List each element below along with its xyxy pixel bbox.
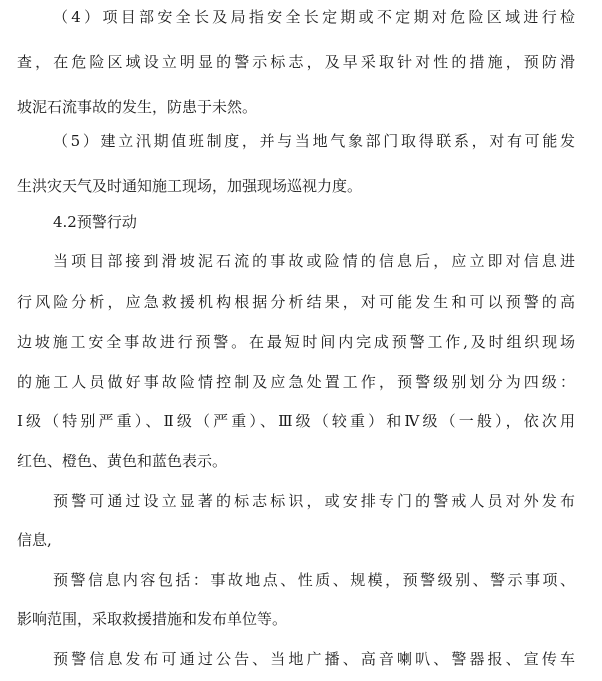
paragraph-release-line-1: 预警信息发布可通过公告、当地广播、高音喇叭、警器报、宣传车 bbox=[53, 650, 575, 668]
paragraph-signs-line-2: 信息, bbox=[17, 531, 52, 549]
paragraph-warning-line-6: 红色、橙色、黄色和蓝色表示。 bbox=[17, 452, 228, 470]
paragraph-warning-line-2: 行风险分析，应急救援机构根据分析结果，对可能发生和可以预警的高 bbox=[17, 293, 575, 311]
paragraph-5-line-2: 生洪灾天气及时通知施工现场，加强现场巡视力度。 bbox=[17, 177, 363, 195]
paragraph-signs-line-1: 预警可通过设立显著的标志标识，或安排专门的警戒人员对外发布 bbox=[53, 492, 575, 510]
paragraph-4-line-2: 查，在危险区域设立明显的警示标志，及早采取针对性的措施，预防滑 bbox=[17, 53, 575, 71]
paragraph-content-line-2: 影响范围，采取救援措施和发布单位等。 bbox=[17, 610, 288, 628]
paragraph-warning-line-3: 边坡施工安全事故进行预警。在最短时间内完成预警工作,及时组织现场 bbox=[17, 333, 575, 351]
paragraph-content-line-1: 预警信息内容包括：事故地点、性质、规模，预警级别、警示事项、 bbox=[53, 571, 575, 589]
paragraph-4-line-1: （4）项目部安全长及局指安全长定期或不定期对危险区域进行检 bbox=[53, 8, 575, 26]
paragraph-5-line-1: （5）建立汛期值班制度，并与当地气象部门取得联系，对有可能发 bbox=[53, 132, 575, 150]
paragraph-warning-line-1: 当项目部接到滑坡泥石流的事故或险情的信息后，应立即对信息进 bbox=[53, 252, 575, 270]
paragraph-warning-line-4: 的施工人员做好事故险情控制及应急处置工作，预警级别划分为四级： bbox=[17, 373, 575, 391]
section-heading: 4.2预警行动 bbox=[53, 213, 137, 231]
paragraph-warning-line-5: Ⅰ级（特别严重）、Ⅱ级（严重）、Ⅲ级（较重）和Ⅳ级（一般），依次用 bbox=[17, 412, 575, 430]
paragraph-4-line-3: 坡泥石流事故的发生，防患于未然。 bbox=[17, 98, 258, 116]
